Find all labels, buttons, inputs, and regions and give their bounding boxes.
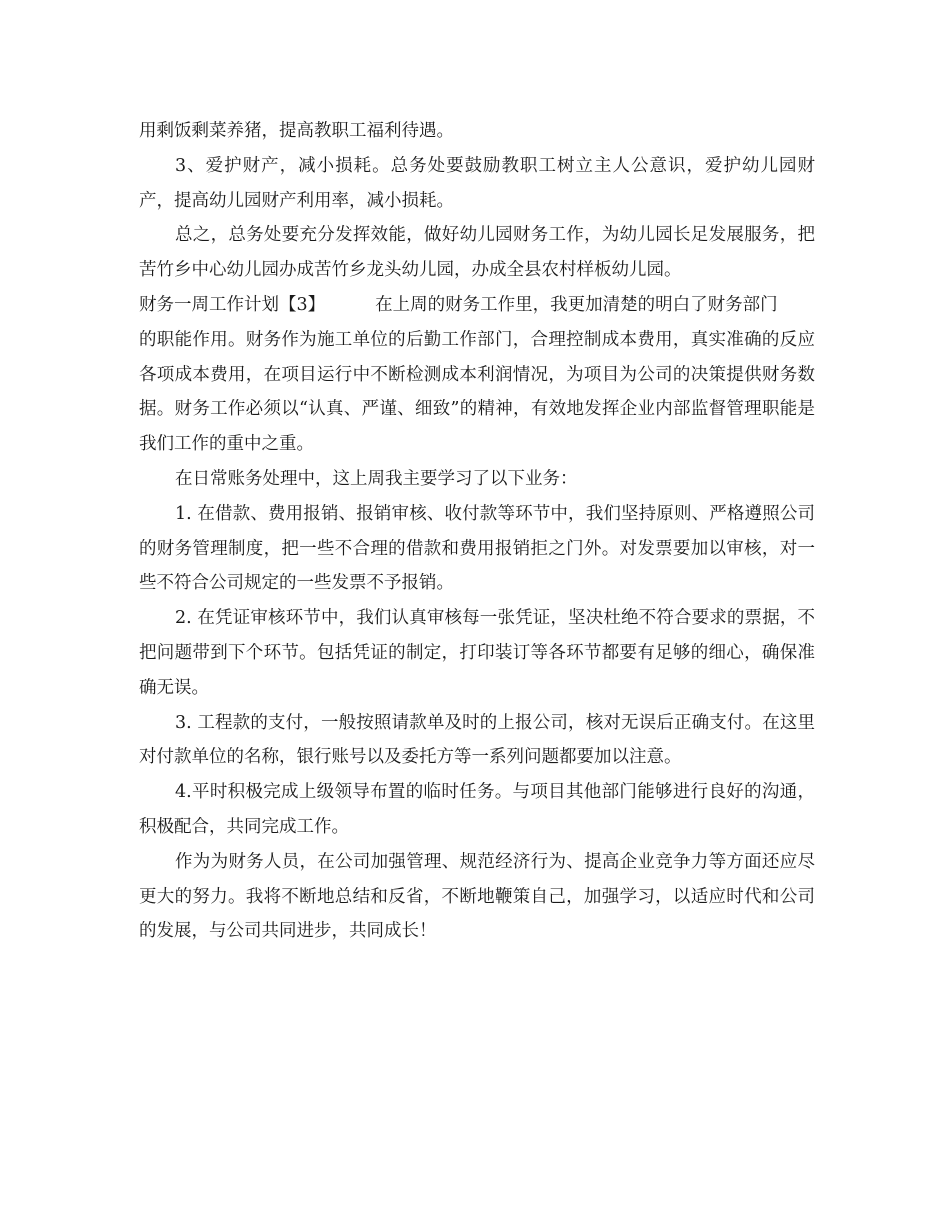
paragraph-finance-role: 的职能作用。财务作为施工单位的后勤工作部门，合理控制成本费用，真实准确的反应各项成本费用，在项目运行中不断检测成本利润情况，为项目为公司的决策提供财务数据。财务工作必须以“认真、严谨、细致”的精神，有效地发挥企业内部监督管理职能是我们工作的重中之重。	[139, 329, 815, 455]
list-item-1-expense-review: 1. 在借款、费用报销、报销审核、收付款等环节中，我们坚持原则、严格遵照公司的财务管理制度，把一些不合理的借款和费用报销拒之门外。对发票要加以审核，对一些不符合公司规定的一些发票不予报销。	[139, 503, 815, 594]
section-intro-first-line: 在上周的财务工作里，我更加清楚的明白了财务部门	[375, 294, 778, 315]
list-item-2-voucher-review: 2. 在凭证审核环节中，我们认真审核每一张凭证，坚决杜绝不符合要求的票据，不把问题带到下个环节。包括凭证的制定，打印装订等各环节都要有足够的细心，确保准确无误。	[139, 608, 815, 698]
list-item-4-temporary-tasks: 4.平时积极完成上级领导布置的临时任务。与项目其他部门能够进行良好的沟通，积极配合，共同完成工作。	[139, 782, 815, 837]
list-item-3-project-payment: 3. 工程款的支付，一般按照请款单及时的上报公司，核对无误后正确支付。在这里对付款单位的名称，银行账号以及委托方等一系列问题都要加以注意。	[139, 712, 815, 768]
document-body	[139, 114, 815, 949]
section-heading: 财务一周工作计划【3】	[139, 294, 326, 315]
paragraph-daily-accounting: 在日常账务处理中，这上周我主要学习了以下业务：	[175, 468, 578, 489]
paragraph-conclusion: 作为为财务人员，在公司加强管理、规范经济行为、提高企业竞争力等方面还应尽更大的努力。我将不断地总结和反省，不断地鞭策自己，加强学习，以适应时代和公司的发展，与公司共同进步，共同成长！	[139, 851, 815, 942]
paragraph-protect-property: 3、爱护财产，减小损耗。总务处要鼓励教职工树立主人公意识，爱护幼儿园财产，提高幼儿园财产利用率，减小损耗。	[139, 155, 815, 211]
paragraph-summary: 总之，总务处要充分发挥效能，做好幼儿园财务工作，为幼儿园长足发展服务，把苦竹乡中心幼儿园办成苦竹乡龙头幼儿园，办成全县农村样板幼儿园。	[139, 225, 815, 281]
section-heading-line	[139, 288, 815, 323]
paragraph-pig-feeding: 用剩饭剩菜养猪，提高教职工福利待遇。	[139, 121, 454, 141]
